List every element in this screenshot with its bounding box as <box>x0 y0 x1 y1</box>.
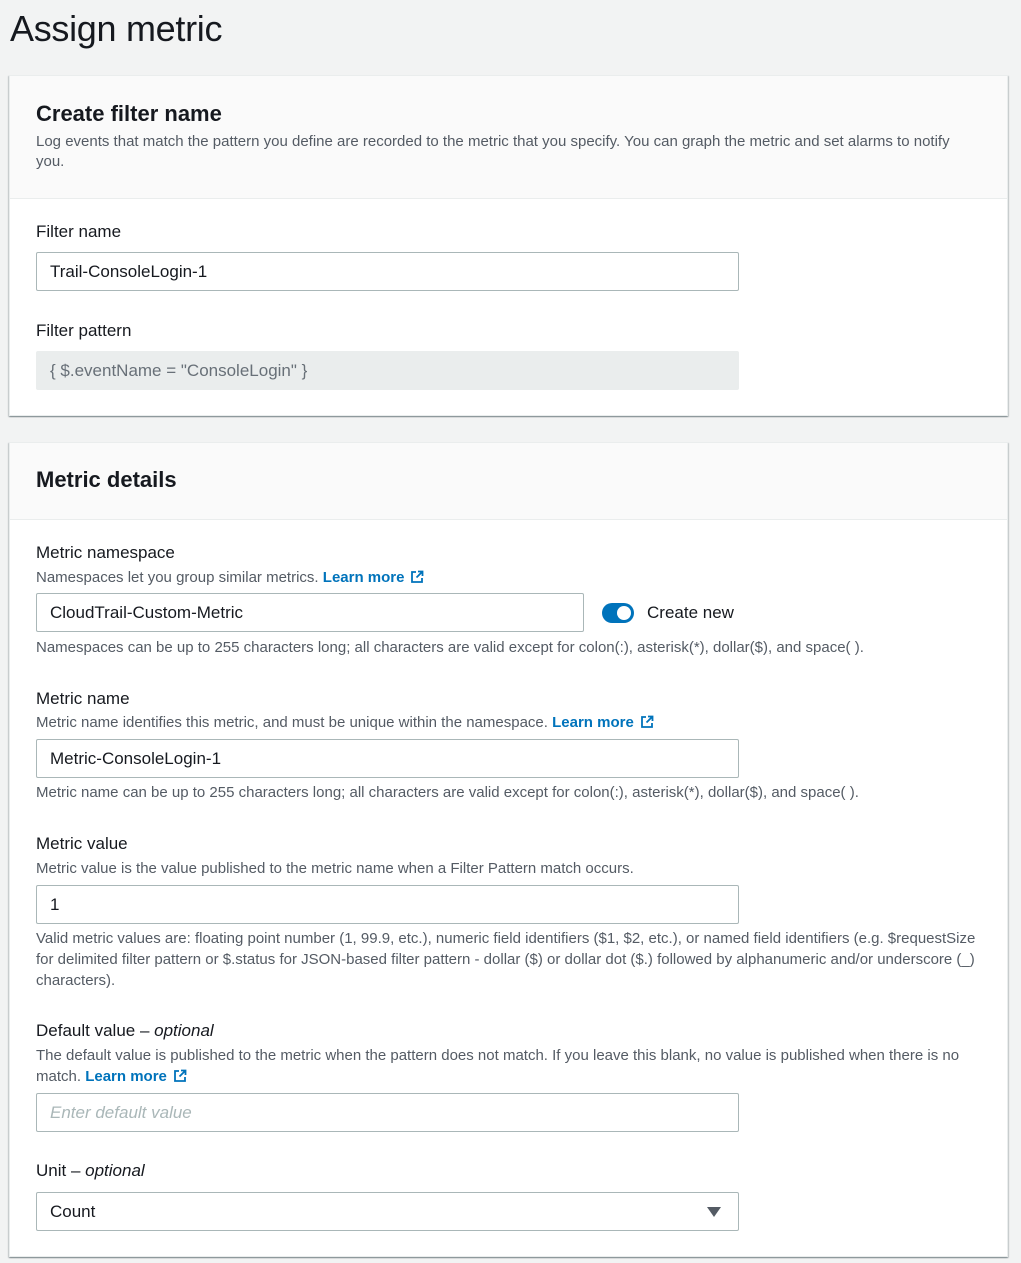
namespace-hint: Namespaces can be up to 255 characters long; all characters are valid except for colon(:), asterisk(*), dollar($), and space( ). <box>36 639 864 656</box>
external-link-icon[interactable] <box>640 715 654 729</box>
metric-value-description: Metric value is the value published to the metric name when a Filter Pattern match occurs. <box>36 860 634 877</box>
unit-optional: optional <box>85 1161 145 1180</box>
toggle-knob <box>617 606 631 620</box>
default-value-description: The default value is published to the metric when the pattern does not match. If you leave this blank, no value is published when there is no match. <box>36 1047 960 1085</box>
metric-name-input[interactable]: Metric-ConsoleLogin-1 <box>36 739 739 778</box>
default-value-label: Default value – optional <box>36 1021 214 1040</box>
default-value-optional: optional <box>154 1021 214 1040</box>
filter-panel-header <box>10 76 1007 199</box>
filter-name-label: Filter name <box>36 222 122 241</box>
namespace-input[interactable]: CloudTrail-Custom-Metric <box>36 593 584 632</box>
namespace-description-row <box>36 567 424 588</box>
metric-name-learn-more-link[interactable]: Learn more <box>552 714 634 731</box>
metric-panel <box>9 442 1008 1257</box>
metric-value-hint: Valid metric values are: floating point number (1, 99.9, etc.), numeric field identifiers ($1, $2, etc.), or named field identifiers (e.g. $requestSize for delimited filter pattern or $.status for JSON-based filter pattern - dollar ($) or dollar dot ($.) followed by alphanumeric and/or underscore (_) characters). <box>36 930 976 989</box>
default-value-label-text: Default value <box>36 1021 136 1040</box>
caret-down-icon <box>707 1207 721 1217</box>
metric-value-label: Metric value <box>36 834 128 853</box>
unit-select[interactable] <box>36 1192 739 1231</box>
namespace-learn-more-link[interactable]: Learn more <box>322 569 405 586</box>
filter-pattern-label: Filter pattern <box>36 321 132 340</box>
page-title: Assign metric <box>10 8 223 49</box>
filter-name-input[interactable]: Trail-ConsoleLogin-1 <box>36 252 739 291</box>
external-link-icon[interactable] <box>410 570 424 584</box>
filter-panel-title: Create filter name <box>36 101 222 126</box>
default-value-learn-more-link[interactable]: Learn more <box>85 1068 167 1085</box>
namespace-label: Metric namespace <box>36 543 175 562</box>
filter-panel-description: Log events that match the pattern you define are recorded to the metric that you specify. You can graph the metric and set alarms to notify you. <box>36 133 950 170</box>
metric-value-input[interactable]: 1 <box>36 885 739 924</box>
external-link-icon[interactable] <box>173 1069 187 1083</box>
unit-label: Unit – optional <box>36 1161 145 1180</box>
create-new-toggle[interactable] <box>602 603 634 623</box>
default-value-description-row <box>36 1045 976 1087</box>
metric-name-label: Metric name <box>36 689 130 708</box>
metric-name-hint: Metric name can be up to 255 characters long; all characters are valid except for colon(:), asterisk(*), dollar($), and space( ). <box>36 784 859 801</box>
metric-name-description-row <box>36 712 654 733</box>
metric-name-description: Metric name identifies this metric, and must be unique within the namespace. <box>36 714 548 731</box>
default-value-input[interactable]: Enter default value <box>36 1093 739 1132</box>
namespace-description: Namespaces let you group similar metrics. <box>36 569 319 586</box>
unit-label-text: Unit <box>36 1161 67 1180</box>
unit-select-value: Count <box>50 1202 96 1221</box>
create-new-label[interactable]: Create new <box>647 603 734 622</box>
filter-panel <box>9 75 1008 416</box>
metric-panel-header <box>10 443 1007 520</box>
filter-pattern-input: { $.eventName = "ConsoleLogin" } <box>36 351 739 390</box>
metric-panel-title: Metric details <box>36 467 177 492</box>
